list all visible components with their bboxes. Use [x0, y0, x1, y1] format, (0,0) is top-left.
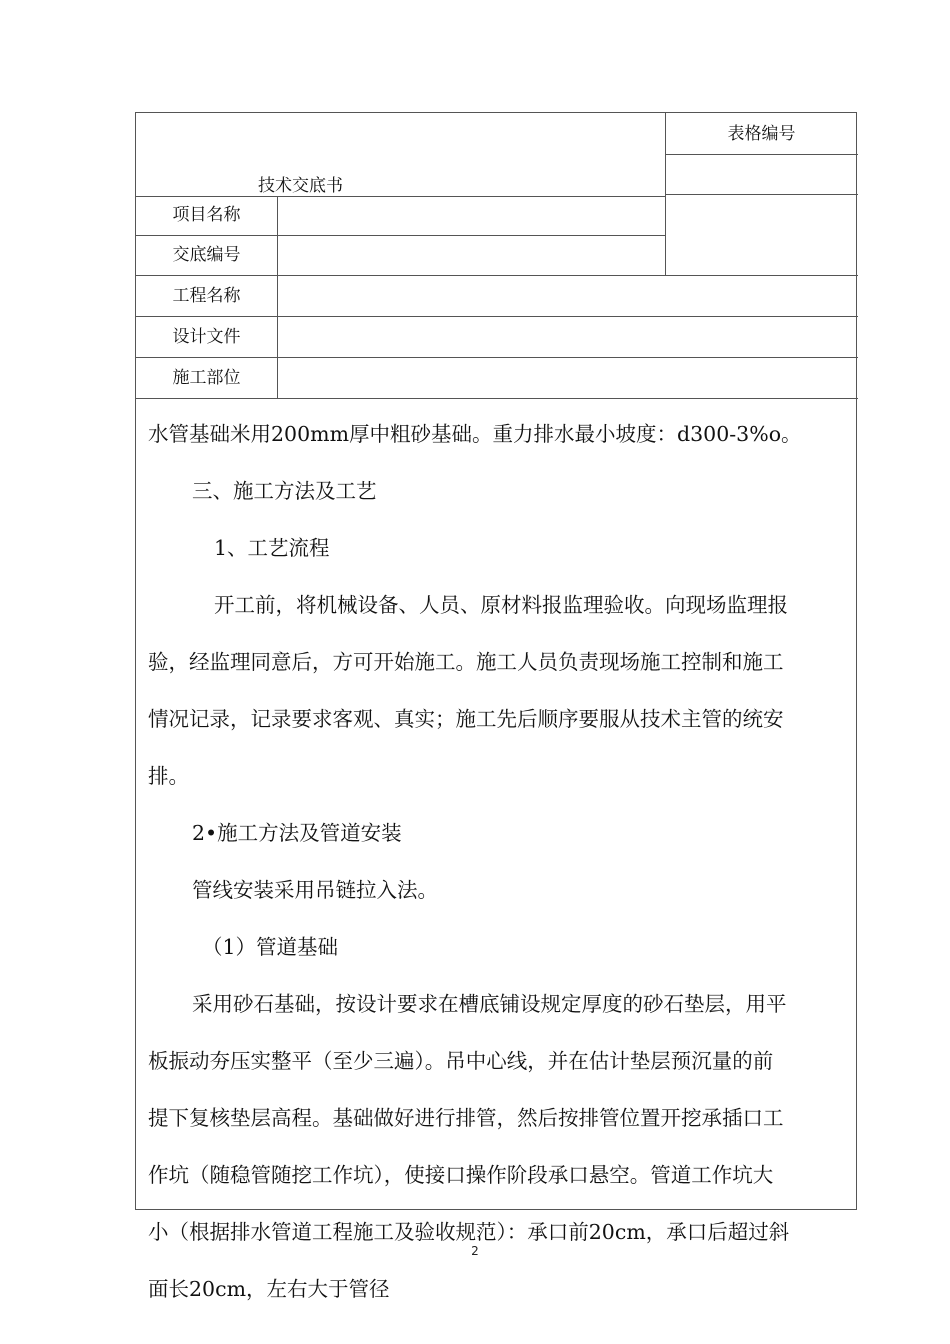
- body-line: 面长20cm，左右大于管径: [148, 1277, 390, 1301]
- body-line: 情况记录，记录要求客观、真实；施工先后顺序要服从技术主管的统安: [148, 707, 784, 731]
- divider: [136, 316, 858, 317]
- body-line: 管线安装采用吊链拉入法。: [192, 878, 438, 902]
- body-line: 开工前，将机械设备、人员、原材料报监理验收。向现场监理报: [214, 593, 788, 617]
- body-line: 板振动夯压实整平（至少三遍）。吊中心线，并在估计垫层预沉量的前: [148, 1049, 774, 1073]
- body-line: 采用砂石基础，按设计要求在槽底铺设规定厚度的砂石垫层，用平: [192, 992, 787, 1016]
- project-name-label: 项目名称: [172, 205, 241, 225]
- divider: [136, 398, 858, 399]
- design-document-label: 设计文件: [172, 327, 241, 347]
- form-number-label: 表格编号: [727, 124, 796, 144]
- body-line: 水管基础米用200mm厚中粗砂基础。重力排水最小坡度：d300-3%o。: [148, 422, 802, 446]
- body-line: 验，经监理同意后，方可开始施工。施工人员负责现场施工控制和施工: [148, 650, 784, 674]
- subsection-heading: 1、工艺流程: [214, 536, 330, 560]
- document-title: 技术交底书: [258, 176, 343, 196]
- body-line: 排。: [148, 764, 189, 788]
- body-line: 小（根据排水管道工程施工及验收规范）：承口前20cm，承口后超过斜: [148, 1220, 790, 1244]
- subsection-heading: （1）管道基础: [202, 935, 339, 959]
- disclosure-number-label: 交底编号: [172, 245, 241, 265]
- divider: [277, 196, 278, 399]
- engineering-name-label: 工程名称: [172, 286, 241, 306]
- divider: [665, 154, 858, 155]
- page-number: 2: [471, 1244, 479, 1258]
- divider: [665, 194, 858, 195]
- divider: [136, 357, 858, 358]
- disclosure-form: [135, 112, 857, 1301]
- divider: [136, 235, 665, 236]
- divider: [136, 275, 858, 276]
- body-line: 作坑（随稳管随挖工作坑），使接口操作阶段承口悬空。管道工作坑大: [148, 1163, 774, 1187]
- body-line: 提下复核垫层高程。基础做好进行排管，然后按排管位置开挖承插口工: [148, 1106, 784, 1130]
- construction-part-label: 施工部位: [172, 368, 241, 388]
- divider: [136, 196, 665, 197]
- subsection-heading: 2•施工方法及管道安装: [192, 821, 402, 845]
- section-heading: 三、施工方法及工艺: [192, 479, 377, 503]
